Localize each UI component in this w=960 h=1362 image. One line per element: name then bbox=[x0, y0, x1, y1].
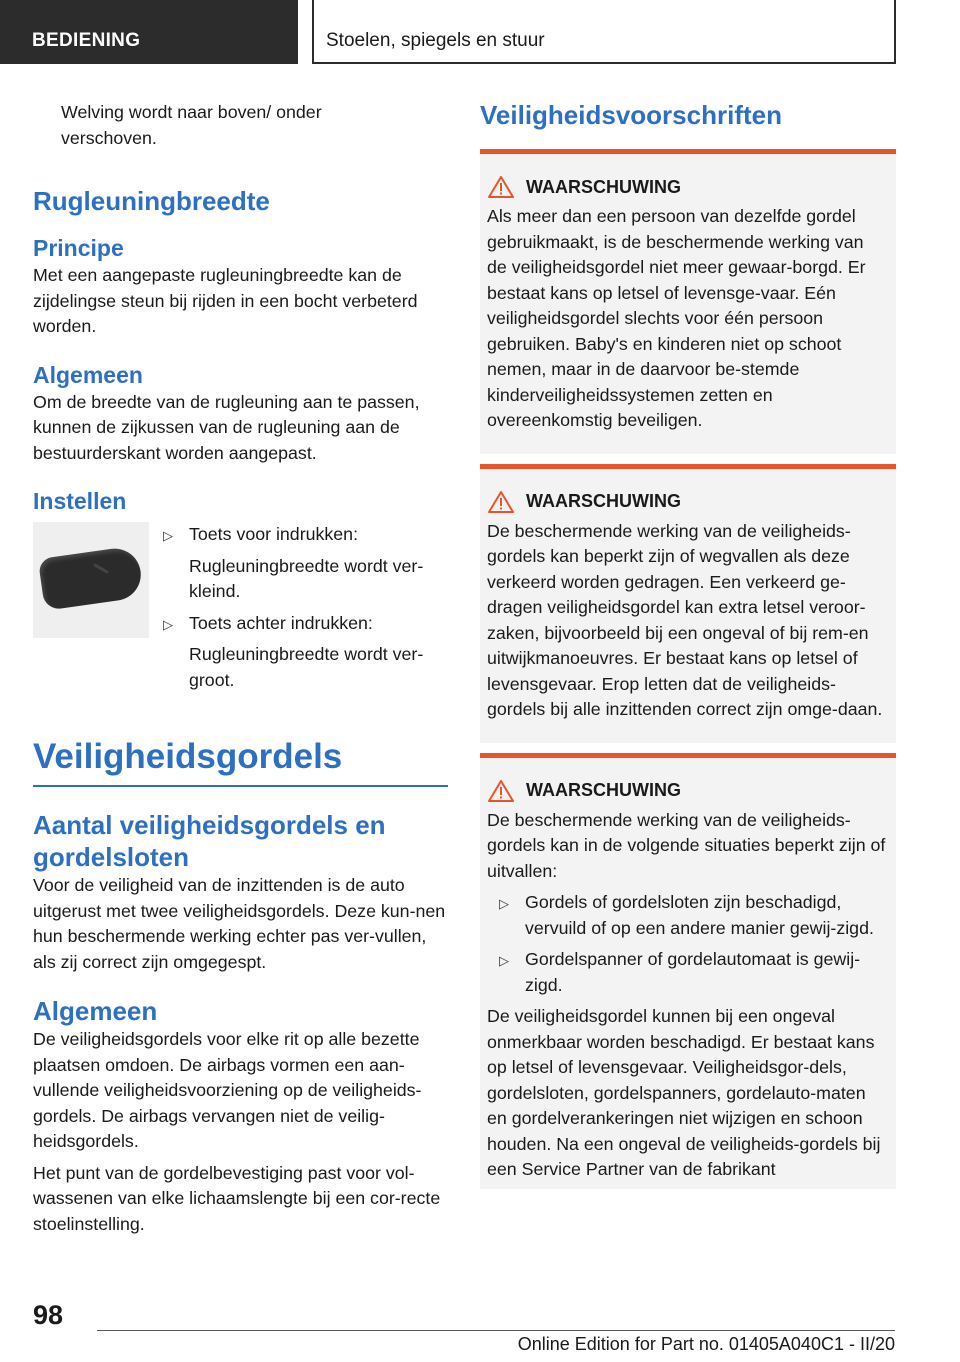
warning-box-1 bbox=[480, 149, 896, 454]
instellen-block bbox=[33, 522, 448, 699]
step-action: Toets achter indrukken: bbox=[189, 612, 373, 633]
step-action: Toets voor indrukken: bbox=[189, 524, 359, 544]
seat-width-button-shape bbox=[38, 545, 144, 610]
warning-text: De beschermende werking van de veiligheids-gordels kan beperkt zijn of wegvallen als deze verkeerd worden gedragen. Een verkeerd ge-dragen veiligheidsgordel kan extra letsel veroor-zaken, bijvoorbeeld bij een ongeval of bij rem-en uitwijkmanoeuvres. Er bestaat kans op letsel of levensgevaar. Erop letten dat de veiligheids-gordels bij alle inzittenden correct zijn omge-daan. bbox=[487, 520, 883, 719]
chapter-heading: Veiligheidsgordels bbox=[33, 735, 448, 787]
triangle-bullet-icon: ▷ bbox=[163, 616, 173, 632]
voorschriften-heading: Veiligheidsvoorschriften bbox=[480, 100, 782, 130]
seat-width-button-image bbox=[33, 522, 149, 638]
warning-text-continued: De veiligheidsgordel kunnen bij een ongeval onmerkbaar worden beschadigd. Er bestaat kans op letsel of levensgevaar. Veiligheidsgor-dels, gordelsloten, gordelspanners, gordelauto-maten en gordelverankeringen niet wijzigen en schoon houden. Na een ongeval de veiligheids-gordels bij een Service Partner van de fabrikant bbox=[487, 1006, 881, 1179]
triangle-bullet-icon: ▷ bbox=[499, 953, 509, 968]
triangle-bullet-icon: ▷ bbox=[499, 896, 509, 911]
footer-divider bbox=[97, 1330, 895, 1331]
list-item bbox=[487, 890, 888, 941]
list-item bbox=[163, 611, 448, 638]
warning-list-text: Gordelspanner of gordelautomaat is gewij-zigd. bbox=[525, 949, 861, 995]
aantal-heading: Aantal veiligheidsgordels en gordelsloten bbox=[33, 810, 386, 872]
aantal-text: Voor de veiligheid van de inzittenden is de auto uitgerust met twee veiligheidsgordels. Deze kun-nen hun beschermende werking echter pas ver-vullen, als zij correct zijn omgegespt. bbox=[33, 875, 446, 972]
algemeen-heading: Algemeen bbox=[33, 361, 143, 388]
principe-heading: Principe bbox=[33, 235, 124, 261]
warning-title bbox=[487, 780, 888, 802]
principe-text: Met een aangepaste rugleuningbreedte kan de zijdelingse steun bij rijden in een bocht verbeterd worden. bbox=[33, 265, 418, 336]
left-column bbox=[33, 100, 448, 1237]
page-number: 98 bbox=[33, 1300, 64, 1330]
warning-title bbox=[487, 176, 888, 198]
warning-box-3 bbox=[480, 753, 896, 1189]
warning-text: De beschermende werking van de veiligheids-gordels kan in de volgende situaties beperkt zijn of uitvallen: bbox=[487, 809, 886, 881]
warning-triangle-icon bbox=[488, 176, 514, 198]
triangle-bullet-icon: ▷ bbox=[163, 528, 173, 543]
list-item bbox=[487, 947, 888, 998]
warning-box-2 bbox=[480, 464, 896, 743]
rugleuning-heading: Rugleuningbreedte bbox=[33, 186, 270, 216]
gordels-algemeen-text-2: Het punt van de gordelbevestiging past voor vol-wassenen van elke lichaamslengte bij een cor-recte stoelinstelling. bbox=[33, 1162, 441, 1234]
intro-text: Welving wordt naar boven/ onder verschoven. bbox=[61, 102, 322, 148]
warning-triangle-icon bbox=[488, 780, 514, 802]
edition-text: Online Edition for Part no. 01405A040C1 - II/20 bbox=[517, 1334, 895, 1354]
warning-title bbox=[487, 491, 888, 513]
instellen-heading: Instellen bbox=[33, 488, 127, 514]
step-result: Rugleuningbreedte wordt ver-kleind. bbox=[189, 555, 424, 601]
algemeen-text: Om de breedte van de rugleuning aan te passen, kunnen de zijkussen van de rugleuning aan de bestuurderskant worden aangepast. bbox=[33, 391, 420, 463]
warning-list-text: Gordels of gordelsloten zijn beschadigd, vervuild of op een andere manier gewij-zigd. bbox=[525, 892, 874, 938]
warning-label: WAARSCHUWING bbox=[526, 176, 681, 197]
warning-label: WAARSCHUWING bbox=[526, 780, 681, 800]
warning-label: WAARSCHUWING bbox=[526, 491, 681, 511]
section-tab: BEDIENING bbox=[0, 0, 298, 64]
warning-triangle-icon bbox=[488, 491, 514, 513]
right-column bbox=[480, 100, 896, 1189]
gordels-algemeen-heading: Algemeen bbox=[33, 996, 158, 1026]
chapter-tab: Stoelen, spiegels en stuur bbox=[312, 0, 896, 64]
step-result: Rugleuningbreedte wordt ver-groot. bbox=[189, 644, 424, 690]
gordels-algemeen-text-1: De veiligheidsgordels voor elke rit op alle bezette plaatsen omdoen. De airbags vormen een aan-vullende veiligheidsvoorziening op de veiligheids-gordels. De airbags vervangen niet de veilig-heidsgordels. bbox=[33, 1029, 422, 1151]
instellen-steps bbox=[163, 522, 448, 699]
warning-text: Als meer dan een persoon van dezelfde gordel gebruikmaakt, is de beschermende werking van de veiligheidsgordel niet meer gewaar-borgd. Er bestaat kans op letsel of levensge-vaar. Eén veiligheidsgordel slechts voor één persoon gebruiken. Baby's en kinderen niet op schoot nemen, maar in de daarvoor be-stemde kinderveiligheidssystemen zetten en overeenkomstig beveiligen. bbox=[487, 206, 866, 430]
list-item bbox=[163, 522, 448, 549]
